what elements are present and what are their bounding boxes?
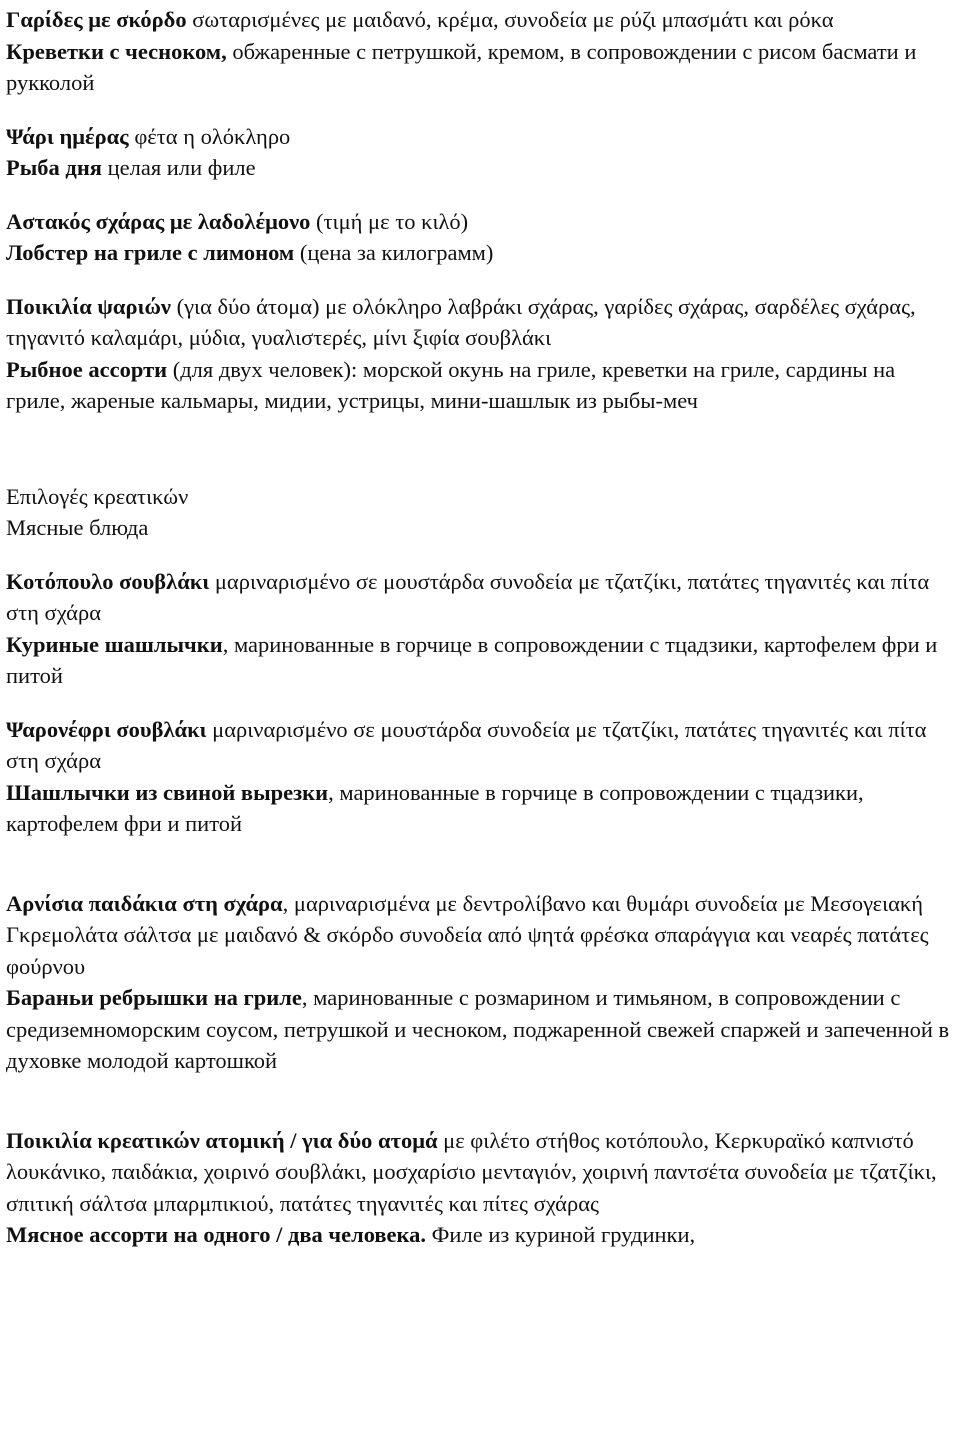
dish-name: Рыба дня [6, 155, 102, 180]
dish-name: Шашлычки из свиной вырезки [6, 779, 329, 805]
menu-item-greek [6, 1125, 956, 1220]
menu-item-greek [6, 888, 956, 983]
dish-description: обжаренные с петрушкой, кремом, в сопровождении с рисом басмати и рукколой [6, 38, 917, 95]
dish-description: целая или филе [101, 155, 256, 180]
menu-item-russian [6, 152, 956, 184]
section-heading-russian: Мясные блюда [6, 515, 149, 540]
dish-description: μαριναρισμένο σε μουστάρδα συνοδεία με τζατζίκι, πατάτες τηγανιτές και πίτα στη σχάρα [6, 716, 927, 773]
spacer [6, 1077, 956, 1125]
dish-description: με φιλέτο στήθος κοτόπουλο, Κερκυραϊκό καπνιστό λουκάνικο, παιδάκια, χοιρινό σουβλάκι, μοσχαρίσιο μενταγιόν, χοιρινή παντσέτα συνοδεία με τζατζίκι, σπιτική σάλτσα μπαρμπικιού, πατάτες τηγανιτές και πίτες σχάρας [6, 1127, 937, 1216]
spacer [6, 544, 956, 566]
dish-name: Ποικιλία κρεατικών ατομική / για δύο ατομά [6, 1127, 438, 1153]
dish-name: Ψάρι ημέρας [6, 123, 129, 149]
menu-item-greek [6, 206, 956, 238]
spacer [6, 99, 956, 121]
dish-name: Κοτόπουλο σουβλάκι [6, 568, 210, 594]
dish-description: , μαριναρισμένα με δεντρολίβανο και θυμάρι συνοδεία με Μεσογειακή Γκρεμολάτα σάλτσα με μαιδανό & σκόρδο συνοδεία από ψητά φρέσκα σπαράγγια και νεαρές πατάτες φούρνου [6, 890, 929, 979]
dish-description: (для двух человек): морской окунь на гриле, креветки на гриле, сардины на гриле, жареные кальмары, мидии, устрицы, мини-шашлык из рыбы-меч [6, 356, 896, 413]
dish-name: Бараньи ребрышки на гриле [6, 985, 302, 1010]
dish-description: (τιμή με το κιλό) [310, 208, 469, 234]
menu-document [6, 4, 956, 1251]
dish-name: Αστακός σχάρας με λαδολέμονο [6, 208, 311, 234]
dish-name: Креветки с чесноком, [6, 38, 227, 64]
dish-description: , маринованные в горчице в сопровождении с тцадзики, картофелем фри и питой [6, 631, 938, 688]
spacer [6, 417, 956, 481]
dish-description: , маринованные с розмарином и тимьяном, в сопровождении с средиземноморским соусом, петрушкой и чесноком, поджаренной свежей спаржей и запеченной в духовке молодой картошкой [6, 985, 950, 1073]
dish-description: (για δύο άτομα) με ολόκληρο λαβράκι σχάρας, γαρίδες σχάρας, σαρδέλες σχάρας, τηγανιτό καλαμάρι, μύδια, γυαλιστερές, μίνι ξιφία σουβλάκι [6, 293, 916, 350]
dish-name: Ψαρονέφρι σουβλάκι [6, 716, 207, 742]
section-heading-greek: Επιλογές κρεατικών [6, 483, 189, 509]
spacer [6, 269, 956, 291]
dish-description: Филе из куриной грудинки, [426, 1222, 696, 1247]
dish-name: Рыбное ассорти [6, 356, 168, 382]
menu-item-greek [6, 566, 956, 629]
menu-item-russian [6, 777, 956, 840]
dish-name: Γαρίδες με σκόρδο [6, 7, 187, 32]
menu-item-russian [6, 354, 956, 417]
menu-item-greek [6, 291, 956, 354]
dish-name: Ποικιλία ψαριών [6, 293, 171, 319]
menu-item-russian [6, 237, 956, 269]
menu-item-greek [6, 714, 956, 777]
menu-item-russian [6, 629, 956, 692]
spacer [6, 692, 956, 714]
dish-description: σωταρισμένες με μαιδανό, κρέμα, συνοδεία με ρύζι μπασμάτι και ρόκα [186, 7, 834, 32]
menu-item-greek [6, 4, 956, 36]
dish-name: Αρνίσια παιδάκια στη σχάρα [6, 890, 283, 916]
dish-description: μαριναρισμένο σε μουστάρδα συνοδεία με τζατζίκι, πατάτες τηγανιτές και πίτα στη σχάρα [6, 568, 930, 625]
dish-name: Куриные шашлычки [6, 631, 223, 657]
dish-description: , маринованные в горчице в сопровождении с тцадзики, картофелем фри и питой [6, 779, 864, 836]
spacer [6, 184, 956, 206]
menu-item-russian [6, 1219, 956, 1251]
menu-item-greek [6, 121, 956, 153]
spacer [6, 840, 956, 888]
dish-description: φέτα η ολόκληρο [128, 123, 291, 149]
menu-item-russian [6, 36, 956, 99]
dish-description: (цена за килограмм) [294, 240, 494, 265]
menu-item-russian [6, 982, 956, 1077]
dish-name: Лобстер на гриле с лимоном [6, 240, 295, 265]
dish-name: Мясное ассорти на одного / два человека. [6, 1222, 427, 1247]
